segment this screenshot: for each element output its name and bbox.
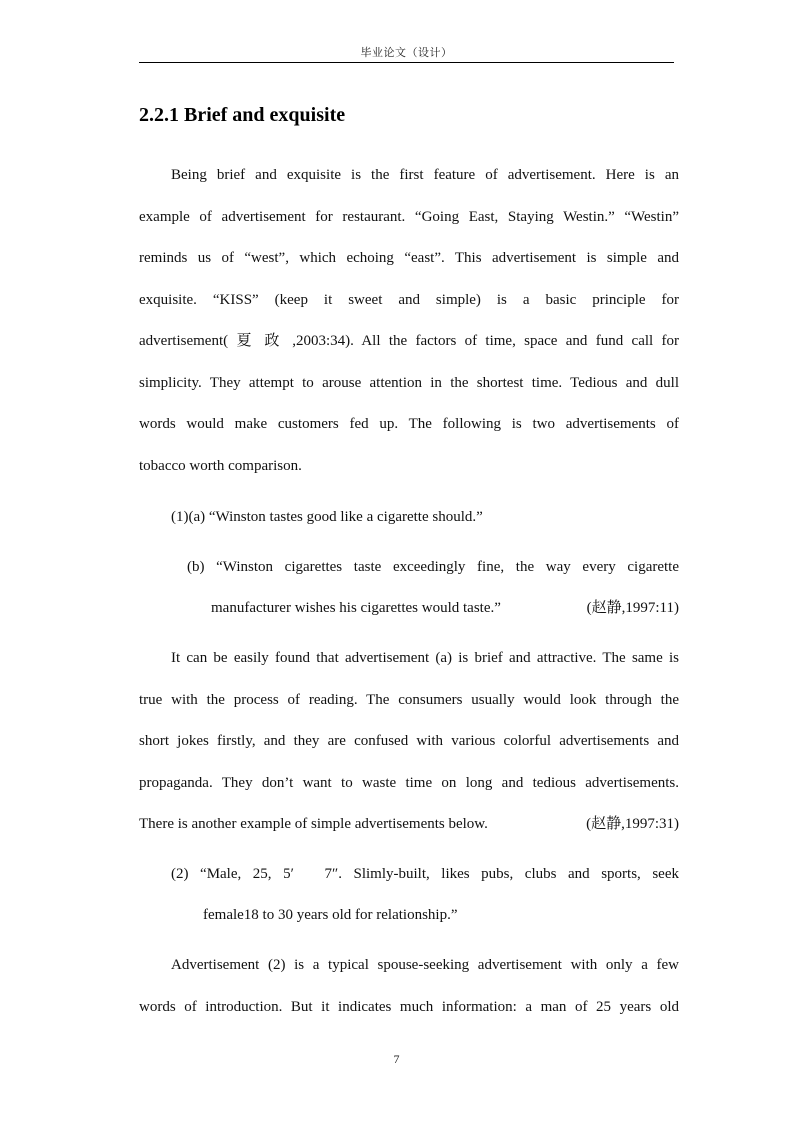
paragraph-spouse-seeking — [139, 945, 679, 1028]
example-line: (b) “Winston cigarettes taste exceedingly fine, the way every cigarette — [187, 559, 679, 575]
paragraph-line: true with the process of reading. The consumers usually would look through the — [139, 691, 679, 708]
header-rule — [139, 62, 674, 63]
citation: (赵静,1997:31) — [586, 816, 679, 832]
example-2 — [171, 854, 679, 896]
example-1b-continuation — [211, 588, 679, 630]
paragraph-line: It can be easily found that advertisement (a) is brief and attractive. The same is — [171, 650, 679, 666]
example-1b — [187, 547, 679, 589]
paragraph-line: exquisite. “KISS” (keep it sweet and simple) is a basic principle for — [139, 291, 679, 308]
paragraph-last-line — [139, 804, 679, 846]
citation: (赵静,1997:11) — [586, 600, 679, 616]
paragraph-line: Being brief and exquisite is the first feature of advertisement. Here is an — [171, 167, 679, 183]
paragraph-line: example of advertisement for restaurant. “Going East, Staying Westin.” “Westin” — [139, 208, 679, 225]
paragraph-line: tobacco worth comparison. — [139, 457, 302, 474]
paragraph-line: words would make customers fed up. The following is two advertisements of — [139, 416, 679, 432]
paragraph-brief-exquisite — [139, 155, 679, 487]
running-header: 毕业论文（设计） — [360, 46, 453, 59]
paragraph-line: Advertisement (2) is a typical spouse-seeking advertisement with only a few — [171, 957, 679, 973]
paragraph-line: reminds us of “west”, which echoing “east”. This advertisement is simple and — [139, 250, 679, 266]
example-1a: (1)(a) “Winston tastes good like a cigarette should.” — [171, 509, 483, 525]
paragraph-reading-process — [139, 638, 679, 804]
example-2-continuation: female18 to 30 years old for relationship.” — [203, 907, 458, 923]
example-line: (2) “Male, 25, 5′ 7″. Slimly-built, likes pubs, clubs and sports, seek — [171, 866, 679, 882]
paragraph-line: short jokes firstly, and they are confused with various colorful advertisements and — [139, 733, 679, 749]
page-number: 7 — [393, 1052, 400, 1066]
paragraph-line: propaganda. They don’t want to waste time on long and tedious advertisements. — [139, 774, 679, 791]
example-line: manufacturer wishes his cigarettes would taste.” — [211, 600, 501, 616]
section-heading: 2.2.1 Brief and exquisite — [139, 104, 346, 126]
paragraph-line: simplicity. They attempt to arouse attention in the shortest time. Tedious and dull — [139, 374, 679, 391]
paragraph-line: advertisement( 夏 政 ,2003:34). All the factors of time, space and fund call for — [139, 333, 679, 349]
paragraph-line: words of introduction. But it indicates much information: a man of 25 years old — [139, 998, 679, 1015]
paragraph-line: There is another example of simple advertisements below. — [139, 816, 488, 832]
